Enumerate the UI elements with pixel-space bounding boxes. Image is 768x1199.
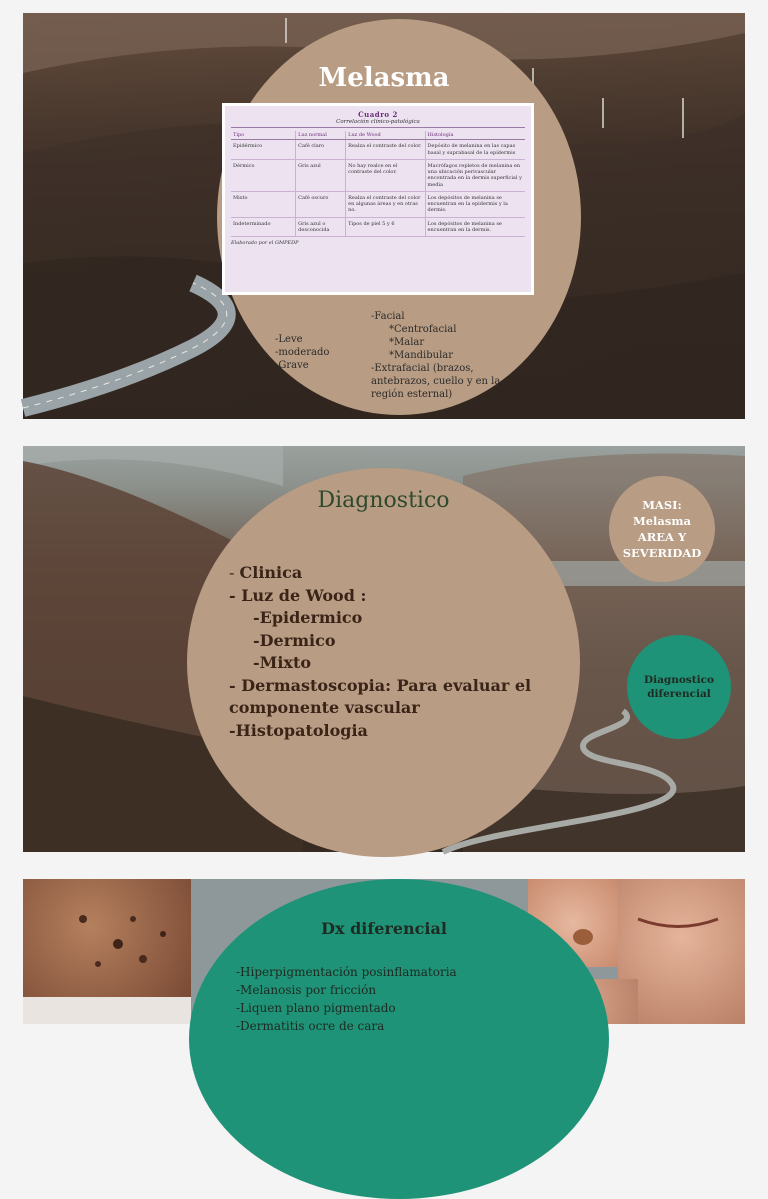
differential-list	[236, 963, 457, 1035]
table-cell: Los depósitos de melanina se encuentran en la dermis.	[425, 217, 525, 237]
skin-photo-neck	[23, 997, 191, 1024]
dx-diferencial-badge	[627, 635, 731, 739]
skin-photo-acne	[23, 879, 191, 997]
col-header: Luz de Wood	[346, 131, 425, 140]
list-item-mixto: -Mixto	[253, 653, 312, 672]
slide-title: Dx diferencial	[321, 919, 447, 938]
table-cell: Dérmico	[231, 159, 296, 191]
col-header: Luz normal	[296, 131, 346, 140]
table-cell: Café oscuro	[296, 191, 346, 217]
list-item-dermico: -Dermico	[253, 630, 336, 650]
slide-melasma	[23, 13, 745, 419]
table-row	[231, 159, 525, 191]
list-dash: -	[229, 563, 240, 582]
location-list	[371, 310, 511, 401]
table-cell: Epidérmico	[231, 140, 296, 160]
table-cell: Gris azul	[296, 159, 346, 191]
table-row	[231, 191, 525, 217]
dxd-line: Diagnostico	[643, 674, 715, 686]
list-item	[229, 562, 549, 585]
list-item: -Hiperpigmentación posinflamatoria	[236, 965, 457, 979]
location-extrafacial: -Extrafacial (brazos, antebrazos, cuello y en la región esternal)	[371, 363, 501, 400]
list-item: -Liquen plano pigmentado	[236, 1001, 396, 1015]
table-footer: Elaborado por el GMPEDP	[231, 240, 299, 246]
table-cell: Indeterminado	[231, 217, 296, 237]
table-row	[231, 217, 525, 237]
location-sub-item: *Mandibular	[389, 350, 454, 361]
table-cell: No hay realce en el contraste del color.	[346, 159, 425, 191]
slide-diagnostico	[23, 446, 745, 852]
col-header: Tipo	[231, 131, 296, 140]
correlation-table	[231, 131, 525, 237]
severity-item: -Grave	[275, 360, 309, 371]
table-caption: Cuadro 2	[358, 110, 398, 119]
masi-badge	[609, 476, 715, 582]
table-cell: Los depósitos de melanina se encuentran en la epidermis y la dermis.	[425, 191, 525, 217]
location-sub-item: *Malar	[389, 337, 425, 348]
table-cell: Realza el contraste del color en algunas áreas y en otras no.	[346, 191, 425, 217]
slide-title: Diagnostico	[317, 488, 450, 513]
masi-line: AREA Y	[637, 530, 687, 544]
location-facial: -Facial	[371, 311, 405, 322]
table-cell: Gris azul o desconocida	[296, 217, 346, 237]
list-item-luz-de-wood: - Luz de Wood :	[229, 585, 367, 605]
table-cell: Café claro	[296, 140, 346, 160]
list-item-epidermico: -Epidermico	[253, 608, 363, 627]
list-item-clinica: Clinica	[239, 563, 303, 582]
table-cell: Macrófagos repletos de melanina en una ubicación perivascular encontrada en la dermis superficial y media	[425, 159, 525, 191]
severity-item: -Leve	[275, 334, 303, 345]
diagnostic-list	[229, 562, 549, 742]
masi-line: MASI:	[642, 498, 682, 512]
slide-dx-diferencial	[23, 879, 745, 1033]
table-cell: Mixto	[231, 191, 296, 217]
list-item-dermastoscopia: - Dermastoscopia: Para evaluar el componente vascular	[229, 675, 532, 717]
list-item-histopatologia: -Histopatologia	[229, 720, 368, 740]
table-cell: Realza el contraste del color.	[346, 140, 425, 160]
masi-line: Melasma	[633, 514, 691, 528]
list-item: -Dermatitis ocre de cara	[236, 1019, 385, 1033]
dxd-line: diferencial	[647, 688, 711, 700]
table-cell: Tipos de piel 5 y 6	[346, 217, 425, 237]
table-subtitle: Correlación clínico-patológica	[231, 119, 525, 128]
severity-item: -moderado	[275, 347, 330, 358]
slide-title: Melasma	[318, 63, 450, 93]
list-item: -Melanosis por fricción	[236, 983, 377, 997]
correlation-table-image	[222, 103, 534, 295]
table-cell: Depósito de melanina en las capas basal y suprabasal de la epidermis	[425, 140, 525, 160]
col-header: Histología	[425, 131, 525, 140]
table-row	[231, 140, 525, 160]
severity-list	[275, 333, 329, 372]
location-sub-item: *Centrofacial	[389, 324, 457, 335]
masi-line: SEVERIDAD	[622, 546, 702, 560]
